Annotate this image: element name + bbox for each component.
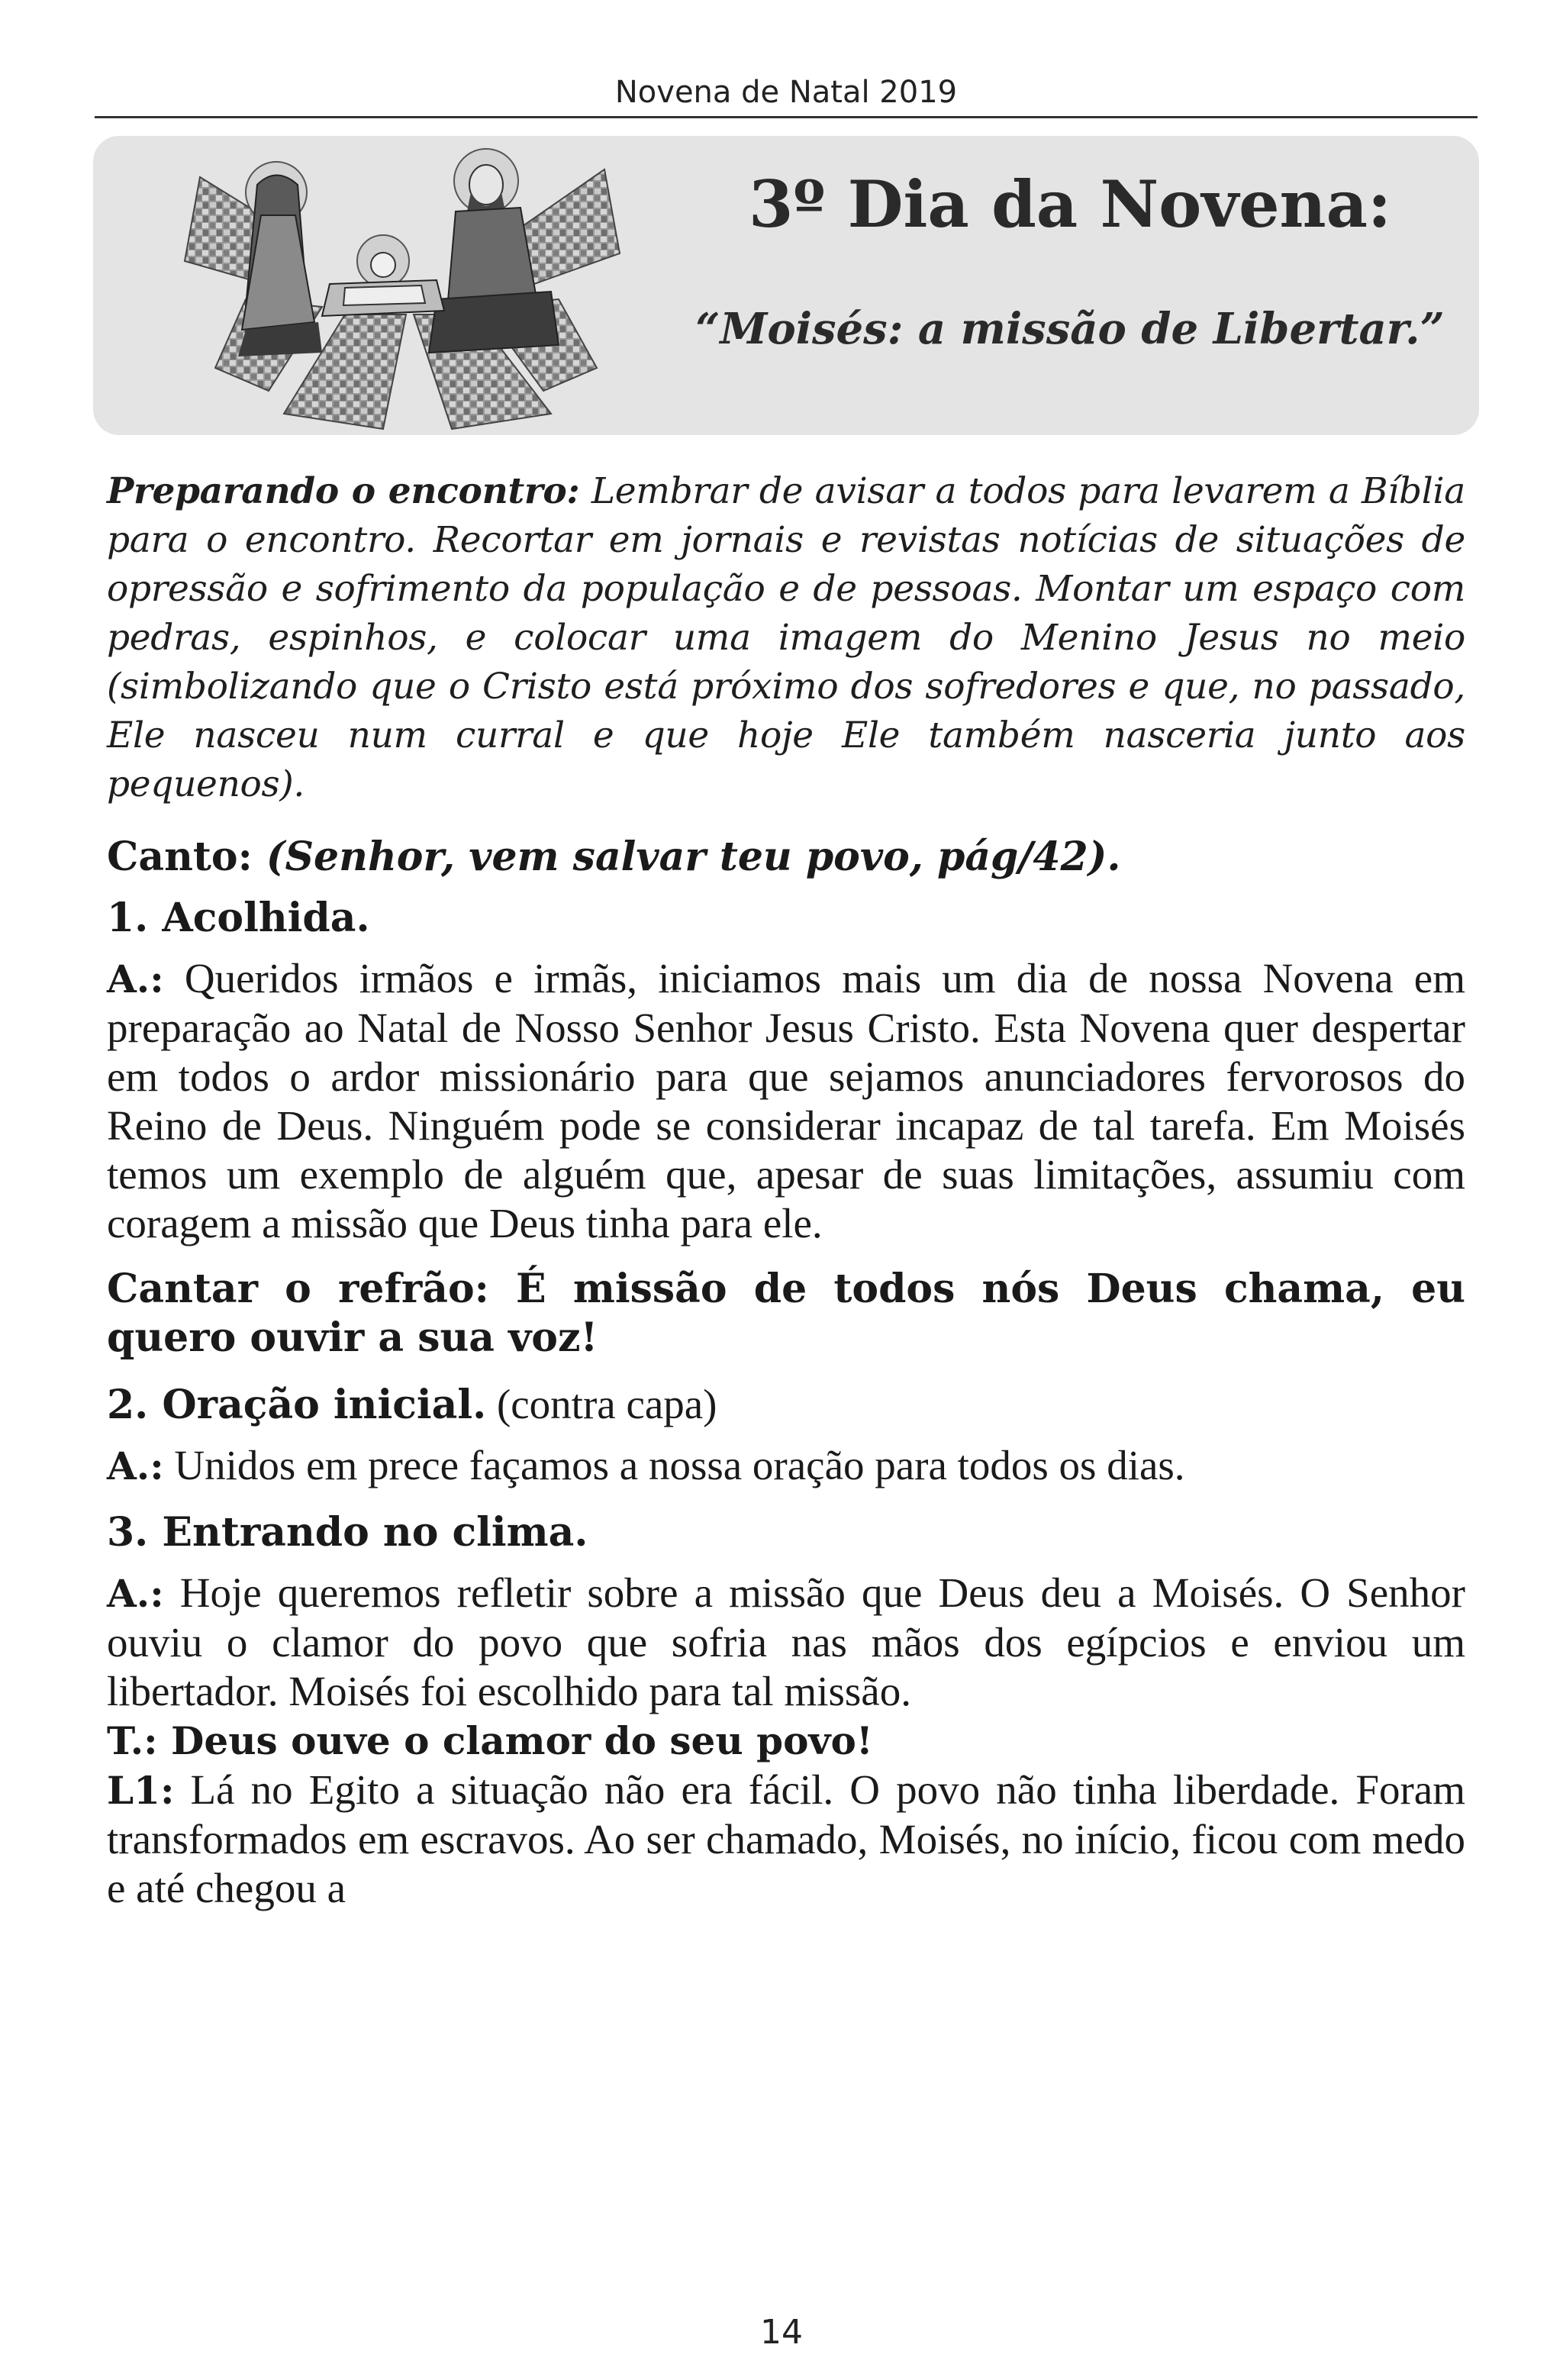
section-3-title: 3. Entrando no clima. <box>107 1509 588 1556</box>
speaker-label: A.: <box>107 956 164 1001</box>
response-text: T.: Deus ouve o clamor do seu povo! <box>107 1718 873 1763</box>
preparation-label: Preparando o encontro: <box>107 470 580 512</box>
refrain-line: Cantar o refrão: É missão de todos nós Deus chama, eu quero ouvir a sua voz! <box>107 1266 1465 1361</box>
section-1-title: 1. Acolhida. <box>107 895 370 941</box>
running-header: Novena de Natal 2019 <box>614 75 958 110</box>
header-rule <box>95 116 1478 118</box>
canto-line <box>107 832 1465 882</box>
speaker-label: A.: <box>107 1571 164 1616</box>
child-figure <box>322 235 444 316</box>
section-1-paragraph <box>107 954 1465 1248</box>
canto-text: (Senhor, vem salvar teu povo, pág/42). <box>252 834 1121 880</box>
section-2-title-text: 2. Oração inicial. <box>107 1382 487 1428</box>
page-content <box>107 467 1465 1913</box>
section-2-text: Unidos em prece façamos a nossa oração para todos os dias. <box>163 1442 1185 1488</box>
section-1-text: Queridos irmãos e irmãs, iniciamos mais um dia de nossa Novena em preparação ao Natal de Nosso Senhor Jesus Cristo. Esta Novena quer despertar em todos o ardor missionário para que sejamos anunciadores fervorosos do Reino de Deus. Ninguém pode se considerar incapaz de tal tarefa. Em Moisés temos um exemplo de alguém que, apesar de suas limitações, assumiu com coragem a missão que Deus tinha para ele. <box>107 955 1465 1246</box>
page-number: 14 <box>760 2313 803 2352</box>
section-2-title <box>107 1379 1465 1430</box>
section-3-text: Hoje queremos refletir sobre a missão que Deus deu a Moisés. O Senhor ouviu o clamor do povo que sofria nas mãos dos egípcios e enviou um libertador. Moisés foi escolhido para tal missão. <box>107 1569 1465 1714</box>
title-banner <box>93 136 1479 435</box>
reader-1-paragraph <box>107 1766 1465 1913</box>
section-3-paragraph <box>107 1569 1465 1716</box>
people-response <box>107 1716 1465 1766</box>
day-title: 3º Dia da Novena: <box>748 166 1392 242</box>
reader-label: L1: <box>107 1768 175 1813</box>
speaker-label: A.: <box>107 1443 164 1488</box>
canto-label: Canto: <box>107 834 253 880</box>
day-subtitle: “Moisés: a missão de Libertar.” <box>695 304 1445 354</box>
section-2-note: (contra capa) <box>486 1381 717 1427</box>
section-2-paragraph <box>107 1441 1465 1491</box>
reader-1-text: Lá no Egito a situação não era fácil. O povo não tinha liberdade. Foram transformados em escravos. Ao ser chamado, Moisés, no início, ficou com medo e até chegou a <box>107 1766 1465 1911</box>
preparation-text: Lembrar de avisar a todos para levarem a Bíblia para o encontro. Recortar em jornais e revistas notícias de situações de opressão e sofrimento da população e de pessoas. Montar um espaço com pedras, espinhos, e colocar uma imagem do Menino Jesus no meio (simbolizando que o Cristo está próximo dos sofredores e que, no passado, Ele nasceu num curral e que hoje Ele também nasceria junto aos pequenos). <box>107 470 1465 805</box>
mary-figure <box>238 162 322 356</box>
preparation-paragraph <box>107 467 1465 809</box>
nativity-illustration <box>154 147 643 432</box>
